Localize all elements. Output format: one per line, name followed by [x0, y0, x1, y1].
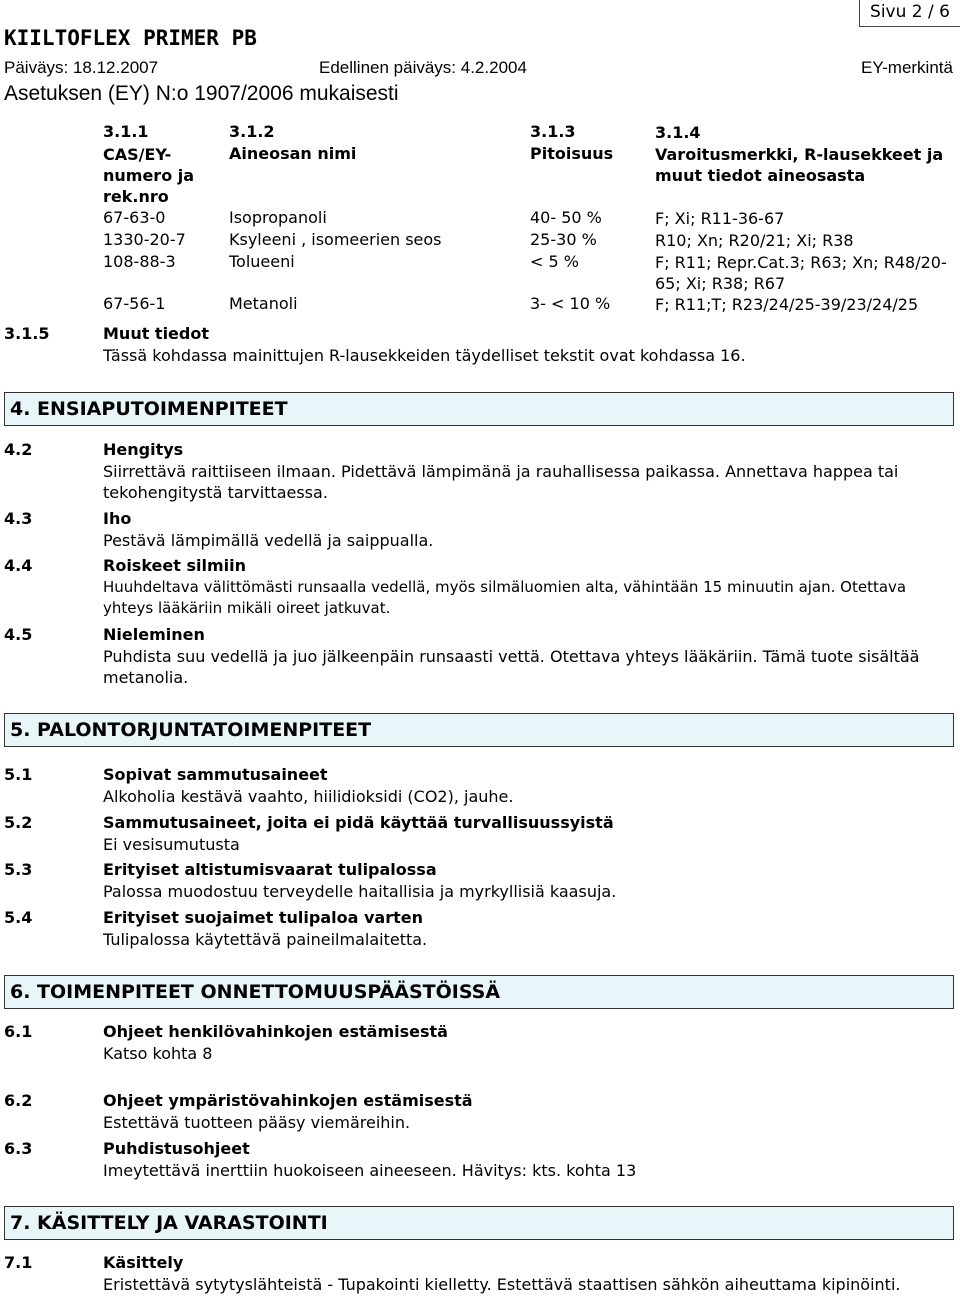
cell-info: F; R11; Repr.Cat.3; R63; Xn; R48/20-65; Xi; R38; R67 — [655, 253, 947, 293]
subsection-text: Pestävä lämpimällä vedellä ja saippualla. — [103, 531, 434, 550]
subsection-number: 6.2 — [4, 1091, 33, 1110]
document-header — [0, 0, 960, 110]
subsection-number: 6.3 — [4, 1139, 33, 1158]
col-header-concentration: Pitoisuus — [530, 144, 614, 163]
product-title: KIILTOFLEX PRIMER PB — [4, 26, 257, 50]
subsection-number: 4.3 — [4, 509, 33, 528]
cell-name: Ksyleeni , isomeerien seos — [229, 230, 442, 249]
subsection-title: Hengitys — [103, 440, 184, 459]
page-number: 2 / 6 — [911, 2, 950, 22]
subsection-title: Erityiset suojaimet tulipaloa varten — [103, 908, 423, 927]
ey-mark: EY-merkintä — [861, 58, 953, 77]
subsection-number: 4.5 — [4, 625, 33, 644]
subsection-text: Siirrettävä raittiiseen ilmaan. Pidettävä lämpimänä ja rauhallisessa paikassa. Annettava happea tai tekohengitystä tarvittaessa. — [103, 462, 899, 502]
cell-info: F; R11;T; R23/24/25-39/23/24/25 — [655, 295, 919, 314]
cell-cas: 67-56-1 — [103, 294, 166, 313]
cell-cas: 108-88-3 — [103, 252, 176, 271]
subsection-title: Iho — [103, 509, 132, 528]
cell-cas: 67-63-0 — [103, 208, 166, 227]
subsection-title: Ohjeet henkilövahinkojen estämisestä — [103, 1022, 448, 1041]
subsection-title: Puhdistusohjeet — [103, 1139, 250, 1158]
subsection-text: Tulipalossa käytettävä paineilmalaitetta. — [103, 930, 428, 949]
col-header-info: Varoitusmerkki, R-lausekkeet ja muut tiedot aineosasta — [655, 145, 944, 185]
section-7-heading: 7. KÄSITTELY JA VARASTOINTI — [4, 1206, 954, 1240]
subsection-text: Katso kohta 8 — [103, 1044, 213, 1063]
cell-cas: 1330-20-7 — [103, 230, 186, 249]
subsection-text: Eristettävä sytytyslähteistä - Tupakointi kielletty. Estettävä staattisen sähkön aiheuttama kipinöinti. — [103, 1275, 901, 1294]
subsection-text: Estettävä tuotteen pääsy viemäreihin. — [103, 1113, 411, 1132]
section-4-heading: 4. ENSIAPUTOIMENPITEET — [4, 392, 954, 426]
col-number: 3.1.4 — [655, 123, 701, 142]
cell-name: Metanoli — [229, 294, 298, 313]
cell-concentration: < 5 % — [530, 252, 579, 271]
subsection-number: 3.1.5 — [4, 324, 50, 343]
cell-info: F; Xi; R11-36-67 — [655, 209, 785, 228]
subsection-number: 5.4 — [4, 908, 33, 927]
subsection-text: Alkoholia kestävä vaahto, hiilidioksidi (CO2), jauhe. — [103, 787, 514, 806]
subsection-title: Muut tiedot — [103, 324, 209, 343]
cell-concentration: 25-30 % — [530, 230, 597, 249]
subsection-number: 6.1 — [4, 1022, 33, 1041]
col-number: 3.1.2 — [229, 122, 275, 141]
subsection-title: Erityiset altistumisvaarat tulipalossa — [103, 860, 437, 879]
subsection-text: Imeytettävä inerttiin huokoiseen aineeseen. Hävitys: kts. kohta 13 — [103, 1161, 637, 1180]
cell-name: Tolueeni — [229, 252, 295, 271]
subsection-title: Sopivat sammutusaineet — [103, 765, 328, 784]
subsection-text: Palossa muodostuu terveydelle haitallisia ja myrkyllisiä kaasuja. — [103, 882, 617, 901]
col-number: 3.1.1 — [103, 122, 149, 141]
subsection-text: Huuhdeltava välittömästi runsaalla vedellä, myös silmäluomien alta, vähintään 15 minuutin ajan. Otettava yhteys lääkäriin mikäli oireet jatkuvat. — [103, 578, 907, 617]
cell-concentration: 3- < 10 % — [530, 294, 611, 313]
subsection-text: Puhdista suu vedellä ja juo jälkeenpäin runsaasti vettä. Otettava yhteys lääkäriin. Tämä tuote sisältää metanolia. — [103, 647, 920, 687]
cell-concentration: 40- 50 % — [530, 208, 602, 227]
col-header-cas: CAS/EY-numero ja rek.nro — [103, 145, 195, 206]
subsection-number: 5.1 — [4, 765, 33, 784]
issue-date: Päiväys: 18.12.2007 — [4, 58, 159, 77]
section-5-heading: 5. PALONTORJUNTATOIMENPITEET — [4, 713, 954, 747]
subsection-number: 4.4 — [4, 556, 33, 575]
subsection-title: Käsittely — [103, 1253, 184, 1272]
previous-date: Edellinen päiväys: 4.2.2004 — [319, 58, 527, 77]
subsection-title: Ohjeet ympäristövahinkojen estämisestä — [103, 1091, 473, 1110]
regulation-line: Asetuksen (EY) N:o 1907/2006 mukaisesti — [4, 82, 399, 105]
subsection-text: Ei vesisumutusta — [103, 835, 240, 854]
subsection-title: Nieleminen — [103, 625, 205, 644]
subsection-number: 5.3 — [4, 860, 33, 879]
col-header-name: Aineosan nimi — [229, 144, 357, 163]
subsection-title: Roiskeet silmiin — [103, 556, 246, 575]
cell-name: Isopropanoli — [229, 208, 327, 227]
subsection-title: Sammutusaineet, joita ei pidä käyttää turvallisuussyistä — [103, 813, 614, 832]
subsection-number: 4.2 — [4, 440, 33, 459]
page-label: Sivu — [870, 2, 907, 22]
col-number: 3.1.3 — [530, 122, 576, 141]
section-6-heading: 6. TOIMENPITEET ONNETTOMUUSPÄÄSTÖISSÄ — [4, 975, 954, 1009]
cell-info: R10; Xn; R20/21; Xi; R38 — [655, 231, 854, 250]
subsection-number: 5.2 — [4, 813, 33, 832]
page-indicator — [859, 0, 960, 27]
subsection-text: Tässä kohdassa mainittujen R-lausekkeiden täydelliset tekstit ovat kohdassa 16. — [103, 346, 746, 365]
subsection-number: 7.1 — [4, 1253, 33, 1272]
